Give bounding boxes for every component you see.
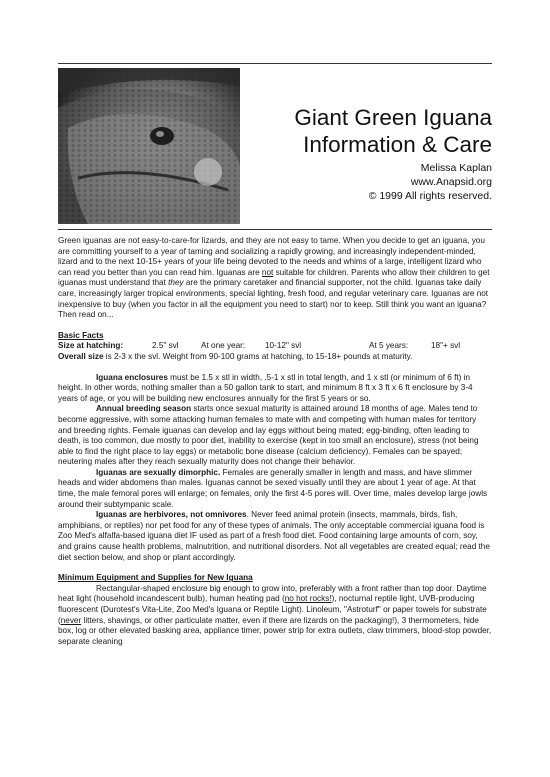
size-year-label: At one year: (201, 341, 246, 351)
size-row (58, 341, 492, 352)
size-5yr-value: 18"+ svl (431, 341, 461, 351)
size-5yr-label: At 5 years: (369, 341, 409, 351)
equipment-heading: Minimum Equipment and Supplies for New Iguana (58, 573, 253, 583)
size-year-value: 10-12" svl (265, 341, 302, 351)
header-divider (58, 229, 492, 230)
article-body (58, 236, 492, 647)
intro-paragraph: Green iguanas are not easy-to-care-for lizards, and they are not easy to tame. When you decide to get an iguana, you are committing yourself to a year of taming and socializing a rapidly growing, and increasingly independent-minded, lizard and to the next 10-15+ years of your life being devoted to the needs and whims of a large, intelligent lizard who can read you better than you can read him. Iguanas are not suitable for children. Parents who allow their children to get iguanas must understand that they are the primary caretaker and financial supporter, not the child. Iguanas take daily care, increasingly larger tropical environments, special lighting, fresh food, and regular veterinary care. Iguanas are not inexpensive to buy (when you factor in all the equipment you need to start) nor to keep. Still think you want an iguana? Then read on... (58, 236, 490, 320)
top-divider (58, 63, 492, 64)
size-hatching-value: 2.5" svl (152, 341, 179, 351)
equipment-paragraph: Rectangular-shaped enclosure big enough to grow into, preferably with a front rather than top door. Daytime heat light (household incandescent bulb), human heating pad (no hot rocks!), nocturnal reptile light, UVB-producing fluorescent (Durotest's Vita-Lite, Zoo Med's Iguana or Reptile Light). Linoleum, "Astroturf" or paper towels for substrate (never litters, shavings, or other particulate matter, even if there are lizards on the packaging!), 3 thermometers, hide box, log or other elevated basking area, appliance timer, power strip for extra outlets, claw trimmers, blood-stop powder, separate cleaning (58, 583, 492, 646)
breeding-paragraph: Annual breeding season starts once sexual maturity is attained around 18 months of age. Males tend to become aggressive, with some attacking human females to mate with and competing with human males for territory and breeding rights. Female iguanas can develop and lay eggs without being mated; egg-binding, often leading to death, is too common, due mostly to poor diet, inability to exercise (kept in too small an enclosure), stress (not being able to find the right place to lay eggs) or metabolic bone disease (calcium deficiency). Females can be spayed; neutering males after they reach sexually maturity does not change their behavior. (58, 404, 479, 467)
emphasis-not: not (261, 267, 274, 277)
emphasis-no-hot-rocks: no hot rocks! (284, 594, 332, 604)
website: www.Anapsid.org (410, 176, 492, 188)
size-hatching-label: Size at hatching: (58, 341, 124, 351)
herbivores-paragraph: Iguanas are herbivores, not omnivores. Never feed animal protein (insects, mammals, birds, fish, amphibians, or reptiles) nor pet food for any of these types of animals. The only acceptable commercial iguana food is Zoo Med's alfalfa-based iguana diet IF used as part of a fresh food diet. Food containing large amounts of corn, soy, and grains cause health problems, malnutrition, and nutritional disorders. Not all vegetables are created equal; read the diet section below, and shop or plant accordingly. (58, 510, 490, 562)
title-line-1: Giant Green Iguana (294, 105, 492, 130)
title-block (294, 104, 492, 203)
emphasis-never: never (60, 615, 82, 625)
author: Melissa Kaplan (420, 162, 492, 174)
emphasis-they: they (168, 278, 184, 288)
iguana-photo (58, 68, 240, 224)
basic-facts-heading: Basic Facts (58, 330, 104, 340)
title-line-2: Information & Care (303, 132, 492, 157)
enclosures-paragraph: Iguana enclosures must be 1.5 x stl in width, .5-1 x stl in total length, and 1 x stl (or minimum of 6 ft) in height. In other words, nothing smaller than a 50 gallon tank to start, and minimum 8 ft x 3 ft x 6 ft enclosure by 3-4 years of age, or you will be building new enclosures annually for the first 5 years or so. (58, 372, 473, 403)
iguana-head-image (58, 68, 240, 224)
overall-size-line: Overall size is 2-3 x the svl. Weight from 90-100 grams at hatching, to 15-18+ pounds at maturity. (58, 351, 413, 361)
copyright: © 1999 All rights reserved. (368, 190, 492, 202)
dimorphic-paragraph: Iguanas are sexually dimorphic. Females are generally smaller in length and mass, and have slimmer heads and wider abdomens than males. Iguanas cannot be sexed visually until they are about 1 year of age. At that time, the male femoral pores will enlarge; on females, only the first 4-5 pores will. Over time, males develop large jowls around their subtympanic scale. (58, 467, 488, 509)
